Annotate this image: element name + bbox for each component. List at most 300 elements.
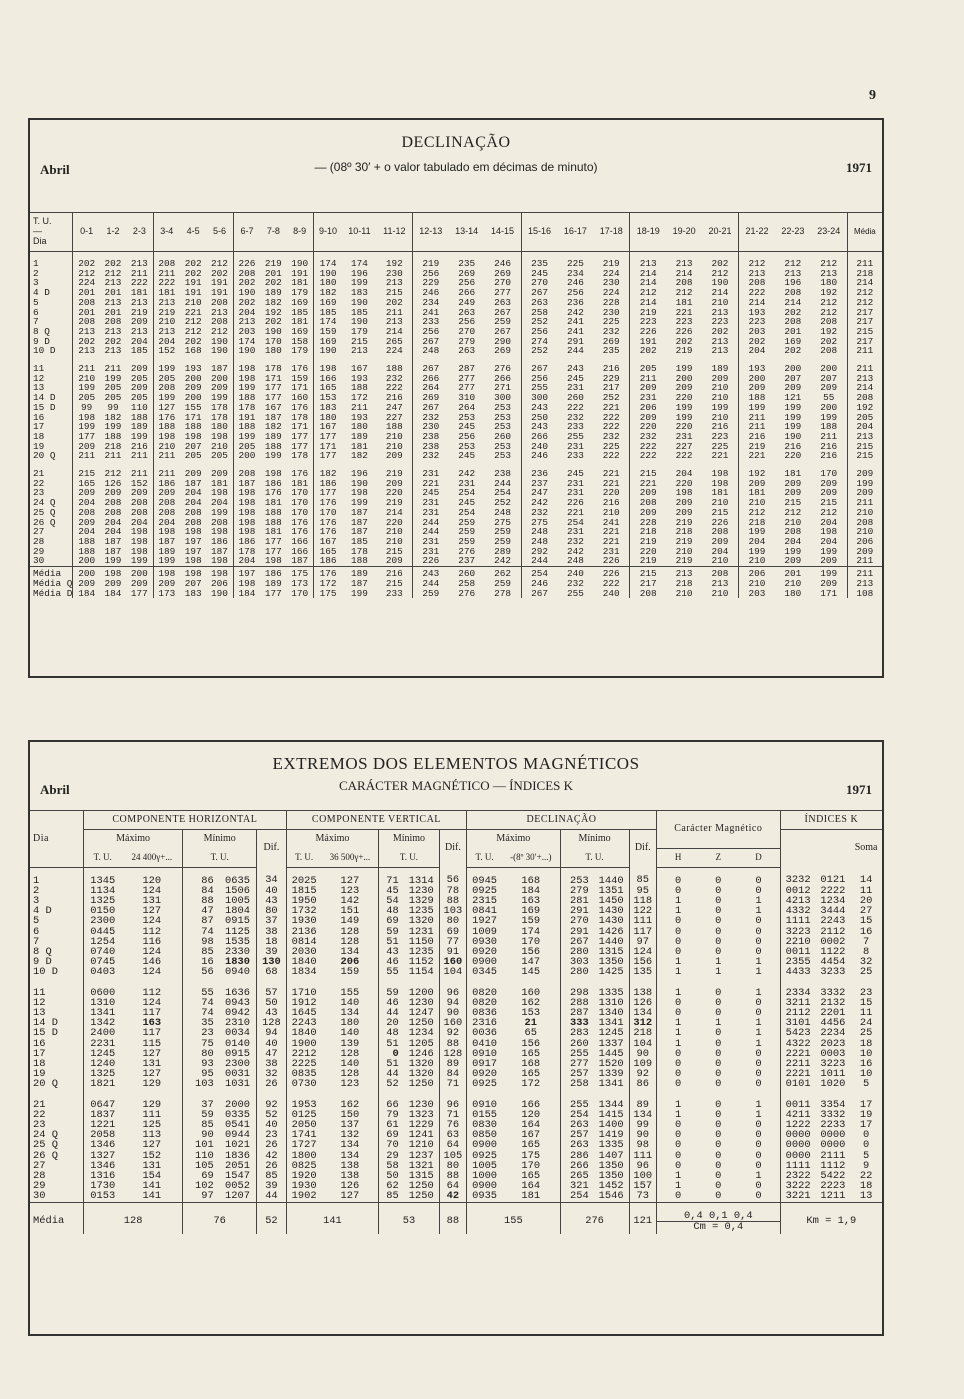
value-cell: 188 (385, 363, 403, 375)
value-cell: 204 (738, 346, 775, 356)
value-cell: 205 (73, 393, 100, 403)
value-cell: 205 (153, 374, 180, 384)
value-cell: 199 (784, 411, 802, 423)
k-index-first: 0101 (780, 1079, 815, 1089)
d-max-value: 162 (521, 996, 541, 1009)
value-cell: 199 (153, 393, 180, 403)
char-d: 0 (755, 1149, 762, 1162)
z-max-time: 1950 (286, 896, 321, 906)
h-min-value: 74 (183, 1008, 219, 1018)
value-cell: 221 (738, 451, 775, 461)
z-min-value: 51 (379, 1039, 404, 1049)
mean-value-cell: 198 (233, 579, 260, 589)
d-min-value: 280 (560, 947, 594, 957)
value-cell: 253 (458, 440, 476, 452)
h-dif: 39 (257, 947, 286, 957)
z-max-value: 134 (340, 1149, 360, 1162)
value-cell: 202 (184, 335, 202, 347)
k-index-second: 3354 (820, 1098, 846, 1111)
value-cell: 276 (458, 545, 476, 557)
z-dif: 88 (439, 1171, 466, 1181)
value-cell: 198 (233, 518, 260, 528)
h-min-time: 0944 (225, 1129, 250, 1142)
value-cell: 182 (104, 411, 122, 423)
declinacao-table (30, 213, 882, 598)
value-cell: 208 (711, 526, 729, 538)
hour-col-header: 18-19 (630, 213, 667, 252)
value-cell: 209 (385, 477, 403, 489)
d-dif: 135 (629, 967, 656, 977)
value-cell: 232 (630, 432, 667, 442)
value-cell: 210 (675, 545, 693, 557)
value-cell: 253 (494, 421, 511, 433)
d-max-time: 0935 (467, 1191, 502, 1202)
d-min-time: 1315 (598, 945, 624, 958)
value-cell: 214 (675, 267, 693, 279)
k-index-second: 2222 (820, 884, 846, 897)
d-min-time: 1419 (598, 1129, 624, 1142)
d-max-value: 145 (521, 966, 541, 979)
k-index-second: 1211 (820, 1190, 846, 1203)
k-index-first: 2112 (780, 1008, 815, 1018)
h-min-time: 0034 (225, 1027, 250, 1040)
value-cell: 205 (130, 392, 148, 404)
value-cell: 218 (847, 269, 882, 279)
char-h: 1 (656, 1039, 699, 1049)
value-cell: 177 (291, 440, 309, 452)
grp-declinacao: DECLINAÇÃO (467, 811, 657, 830)
h-max-value: 129 (142, 1098, 162, 1111)
char-h: 0 (656, 886, 699, 896)
d-max-time: 0920 (467, 1069, 502, 1079)
value-cell: 204 (820, 516, 838, 528)
value-cell: 170 (820, 468, 838, 480)
value-cell: 212 (104, 267, 122, 279)
hour-col-header: 13-14 (449, 213, 485, 252)
k-index-first: 0011 (780, 1100, 815, 1110)
value-cell: 196 (784, 277, 802, 289)
value-cell: 177 (291, 430, 309, 442)
day-cell: 17 (30, 422, 73, 432)
value-cell: 204 (104, 516, 122, 528)
d-max-value: 156 (521, 1037, 541, 1050)
value-cell: 219 (264, 258, 282, 269)
value-cell: 232 (602, 325, 620, 337)
d-min-value: 263 (560, 1140, 594, 1150)
char-h: 0 (656, 937, 699, 947)
mean-value-cell: 199 (811, 567, 848, 579)
value-cell: 198 (675, 487, 693, 499)
value-cell: 219 (675, 535, 693, 547)
char-z: 1 (715, 1017, 722, 1030)
z-max-value: 127 (340, 1190, 360, 1203)
d-max-value: 165 (521, 1047, 541, 1060)
z-max-time: 2212 (286, 1049, 321, 1059)
value-cell: 255 (566, 430, 584, 442)
h-min-value: 80 (183, 1049, 219, 1059)
h-dif: 38 (257, 1059, 286, 1069)
value-cell: 202 (784, 306, 802, 318)
value-cell: 211 (73, 451, 100, 461)
value-cell: 248 (566, 555, 584, 567)
value-cell: 209 (820, 477, 838, 489)
d-dif: 90 (629, 1130, 656, 1140)
value-cell: 181 (784, 468, 802, 480)
h-max-time: 1341 (84, 1008, 122, 1018)
d-max-time: 2316 (467, 1018, 502, 1028)
hour-col-header: 23-24 (811, 213, 848, 252)
value-cell: 241 (566, 316, 584, 328)
mean-value-cell: 186 (260, 567, 286, 579)
k-index-first: 4213 (780, 896, 815, 906)
value-cell: 187 (351, 526, 368, 538)
k-sum: 10 (859, 1047, 873, 1060)
value-cell: 191 (630, 337, 667, 347)
value-cell: 191 (233, 413, 260, 423)
value-cell: 182 (313, 288, 342, 298)
mean-value-cell: 208 (630, 589, 667, 599)
day-cell: 10 D (30, 346, 73, 356)
h-max-time: 0153 (84, 1191, 122, 1202)
value-cell: 244 (412, 518, 449, 528)
char-h: 0 (656, 998, 699, 1008)
d-dif: 138 (629, 988, 656, 998)
mean-value-cell: 210 (711, 587, 729, 599)
value-cell: 202 (184, 267, 202, 279)
value-cell: 187 (264, 411, 282, 423)
d-max-value: 184 (521, 884, 541, 897)
z-min-value: 85 (379, 1191, 404, 1202)
value-cell: 209 (211, 468, 228, 480)
soma-label: Soma (854, 842, 878, 854)
value-cell: 250 (521, 413, 558, 423)
value-cell: 205 (847, 413, 882, 423)
value-cell: 219 (130, 306, 148, 318)
value-cell: 211 (847, 252, 882, 269)
mean-value-cell: 173 (153, 589, 180, 599)
value-cell: 222 (130, 277, 148, 289)
z-dif: 104 (439, 967, 466, 977)
value-cell: 200 (675, 372, 693, 384)
value-cell: 222 (675, 450, 693, 462)
z-min-value: 79 (379, 1110, 404, 1120)
value-cell: 204 (104, 526, 122, 538)
value-cell: 219 (630, 556, 667, 566)
k-sum: 32 (859, 956, 873, 969)
hour-col-header: 7-8 (260, 213, 286, 252)
mean-value-cell: 198 (100, 567, 126, 579)
h-max-value-bold: 163 (142, 1017, 162, 1030)
d-min-value: 287 (560, 1008, 594, 1018)
day-cell: 8 Q (30, 327, 73, 337)
mean-z-min: 53 (379, 1202, 439, 1234)
d-min-time: 1520 (598, 1057, 624, 1070)
value-cell: 238 (494, 468, 511, 480)
z-min-value: 45 (379, 886, 404, 896)
value-cell: 181 (738, 488, 775, 498)
d-min-value: 280 (560, 967, 594, 977)
z-dif: 160 (439, 1018, 466, 1028)
z-dif: 76 (439, 1120, 466, 1130)
h-min-value: 85 (183, 947, 219, 957)
value-cell: 267 (412, 337, 449, 347)
extremos-subtitle: CARÁCTER MAGNÉTICO — ÍNDICES K (339, 778, 573, 793)
h-dif: 57 (257, 988, 286, 998)
value-cell: 230 (602, 277, 620, 289)
k-index-second: 2223 (820, 1180, 846, 1193)
value-cell: 221 (566, 506, 584, 518)
mean-value-cell: 259 (494, 577, 511, 589)
value-cell: 167 (313, 422, 342, 432)
z-min-value: 66 (379, 1100, 404, 1110)
char-h: 0 (656, 1069, 699, 1079)
value-cell: 224 (602, 267, 620, 279)
mean-value-cell: 210 (675, 587, 693, 599)
z-max-value: 140 (340, 1057, 360, 1070)
day-cell: 10 D (30, 967, 84, 977)
z-dif: 91 (439, 947, 466, 957)
z-min-time: 1323 (408, 1108, 434, 1121)
h-min-value: 74 (183, 927, 219, 937)
char-z: 0 (715, 1098, 722, 1111)
value-cell: 231 (566, 526, 584, 538)
mean-value-cell: 170 (291, 587, 309, 599)
day-cell: 28 (30, 537, 73, 547)
char-d: 0 (755, 884, 762, 897)
h-min-value: 110 (183, 1151, 219, 1161)
value-cell: 252 (521, 317, 558, 327)
char-h: 1 (656, 1110, 699, 1120)
value-cell: 214 (784, 296, 802, 308)
mean-value-cell: 209 (130, 577, 148, 589)
mean-value-cell: 211 (847, 567, 882, 579)
value-cell: 182 (313, 469, 342, 479)
value-cell: 198 (351, 487, 368, 499)
h-dif: 18 (257, 937, 286, 947)
hour-col-header: 3-4 (153, 213, 180, 252)
char-h: 0 (656, 1049, 699, 1059)
h-max-value: 124 (142, 966, 162, 979)
value-cell: 229 (602, 372, 620, 384)
day-cell: 5 (30, 916, 84, 926)
z-max-time: 2243 (286, 1018, 321, 1028)
value-cell: 269 (412, 393, 449, 403)
k-index-second: 1112 (820, 1159, 846, 1172)
h-max-value: 146 (142, 956, 162, 969)
value-cell: 187 (184, 477, 202, 489)
value-cell: 210 (738, 556, 775, 566)
h-min-time: 1535 (225, 935, 250, 948)
value-cell: 213 (130, 258, 148, 269)
day-cell: 24 Q (30, 1130, 84, 1140)
value-cell: 254 (566, 516, 584, 528)
d-max-value-bold: 21 (524, 1017, 538, 1030)
d-max-time: 0925 (467, 1079, 502, 1089)
day-cell: 27 (30, 527, 73, 537)
d-min-time: 1350 (598, 956, 624, 969)
value-cell: 220 (675, 421, 693, 433)
h-min-value: 103 (183, 1079, 219, 1089)
value-cell: 232 (602, 430, 620, 442)
d-max-label: Máximo (467, 830, 560, 849)
d-tu-label: T. U. (467, 848, 502, 867)
k-sum: 14 (859, 874, 873, 887)
value-cell: 198 (233, 364, 260, 374)
value-cell: 213 (153, 298, 180, 308)
mean-value-cell: 198 (153, 567, 180, 579)
value-cell: 236 (521, 469, 558, 479)
h-max-value: 125 (142, 1118, 162, 1131)
h-max-value: 113 (142, 1129, 162, 1142)
value-cell: 220 (385, 516, 403, 528)
d-min-value: 291 (560, 906, 594, 916)
d-dif: 122 (629, 906, 656, 916)
value-cell: 208 (104, 497, 122, 509)
day-cell: 25 Q (30, 1140, 84, 1150)
h-dif: 37 (257, 916, 286, 926)
h-max-time: 0403 (84, 967, 122, 977)
value-cell: 198 (130, 535, 148, 547)
z-dif-label: Dif. (439, 830, 466, 868)
value-cell: 198 (711, 468, 729, 480)
value-cell: 213 (104, 325, 122, 337)
k-index-second: 2023 (820, 1037, 846, 1050)
value-cell: 166 (291, 545, 309, 557)
value-cell: 204 (820, 535, 838, 547)
value-cell: 201 (104, 306, 122, 318)
value-cell: 209 (820, 382, 838, 394)
value-cell: 277 (458, 372, 476, 384)
d-max-value: 147 (521, 956, 541, 969)
value-cell: 201 (264, 267, 282, 279)
value-cell: 198 (153, 432, 180, 442)
z-dif: 78 (439, 886, 466, 896)
z-min-value: 44 (379, 1008, 404, 1018)
value-cell: 180 (351, 421, 368, 433)
char-z: 0 (715, 986, 722, 999)
d-max-value: 120 (521, 1108, 541, 1121)
k-index-first: 2334 (780, 988, 815, 998)
h-dif: 128 (257, 1018, 286, 1028)
char-d: 1 (755, 1017, 762, 1030)
value-cell: 287 (458, 363, 476, 375)
value-cell: 259 (494, 526, 511, 538)
value-cell: 177 (264, 545, 282, 557)
mean-h-dif: 52 (257, 1202, 286, 1234)
value-cell: 216 (738, 432, 775, 442)
value-cell: 208 (820, 345, 838, 357)
value-cell: 260 (566, 392, 584, 404)
value-cell: 252 (494, 497, 511, 509)
d-min-time: 1310 (598, 996, 624, 1009)
value-cell: 238 (412, 442, 449, 452)
char-d: 1 (755, 1108, 762, 1121)
d-min-time: 1430 (598, 915, 624, 928)
value-cell: 170 (313, 508, 342, 518)
mean-value-cell: 243 (412, 567, 449, 579)
value-cell: 199 (153, 364, 180, 374)
value-cell: 213 (153, 327, 180, 337)
char-h: 0 (656, 1008, 699, 1018)
value-cell: 201 (73, 288, 100, 298)
h-min-value: 88 (183, 896, 219, 906)
value-cell: 202 (233, 278, 260, 288)
value-cell: 263 (458, 345, 476, 357)
z-dif: 105 (439, 1151, 466, 1161)
d-dif: 111 (629, 1151, 656, 1161)
d-max-time: 1927 (467, 916, 502, 926)
d-max-value: 175 (521, 1149, 541, 1162)
value-cell: 232 (521, 508, 558, 518)
value-cell: 211 (130, 450, 148, 462)
h-min-time-bold: 1830 (225, 956, 250, 969)
value-cell: 190 (291, 258, 309, 269)
hour-col-header: 9-10 (313, 213, 342, 252)
value-cell: 202 (264, 277, 282, 289)
value-cell: 209 (130, 363, 148, 375)
value-cell: 159 (313, 327, 342, 337)
value-cell: 188 (153, 422, 180, 432)
extremos-month: Abril (40, 782, 70, 797)
value-cell: 191 (184, 287, 202, 299)
char-h: 0 (656, 867, 699, 886)
d-min-time: 1452 (598, 1180, 624, 1193)
z-dif: 69 (439, 927, 466, 937)
h-max-time: 0647 (84, 1100, 122, 1110)
day-cell: 1 (30, 867, 84, 886)
char-z: 0 (715, 1078, 722, 1091)
mean-value-cell: 207 (184, 577, 202, 589)
value-cell: 212 (820, 306, 838, 318)
value-cell: 210 (73, 374, 100, 384)
car-z-label: Z (699, 848, 737, 867)
value-cell: 271 (494, 382, 511, 394)
k-sum: 16 (859, 925, 873, 938)
value-cell: 199 (738, 527, 775, 537)
h-min-time: 1207 (225, 1190, 250, 1203)
k-index-first: 0000 (780, 1151, 815, 1161)
d-min-time: 1430 (598, 905, 624, 918)
value-cell: 204 (675, 468, 693, 480)
mean-value-cell: 198 (206, 567, 233, 579)
value-cell: 167 (351, 363, 368, 375)
value-cell: 197 (184, 545, 202, 557)
value-cell: 181 (130, 287, 148, 299)
value-cell: 193 (738, 308, 775, 318)
value-cell: 202 (784, 345, 802, 357)
value-cell: 222 (566, 401, 584, 413)
h-max-value: 127 (142, 1139, 162, 1152)
value-cell: 198 (233, 374, 260, 384)
value-cell: 226 (711, 516, 729, 528)
z-min-time: 1210 (408, 1139, 434, 1152)
z-dif: 56 (439, 867, 466, 886)
char-d: 0 (755, 1139, 762, 1152)
h-max-value: 124 (142, 915, 162, 928)
k-sum: 9 (862, 1159, 870, 1172)
value-cell: 215 (784, 497, 802, 509)
value-cell: 204 (847, 422, 882, 432)
hour-col-header: 1-2 (100, 213, 126, 252)
value-cell: 230 (385, 267, 403, 279)
d-min-value: 257 (560, 1069, 594, 1079)
d-max-time: 0900 (467, 957, 502, 967)
char-h: 1 (656, 1018, 699, 1028)
value-cell: 201 (784, 325, 802, 337)
mean-value-cell: 177 (264, 587, 282, 599)
d-min-time: 1344 (598, 1098, 624, 1111)
z-max-time: 1953 (286, 1100, 321, 1110)
